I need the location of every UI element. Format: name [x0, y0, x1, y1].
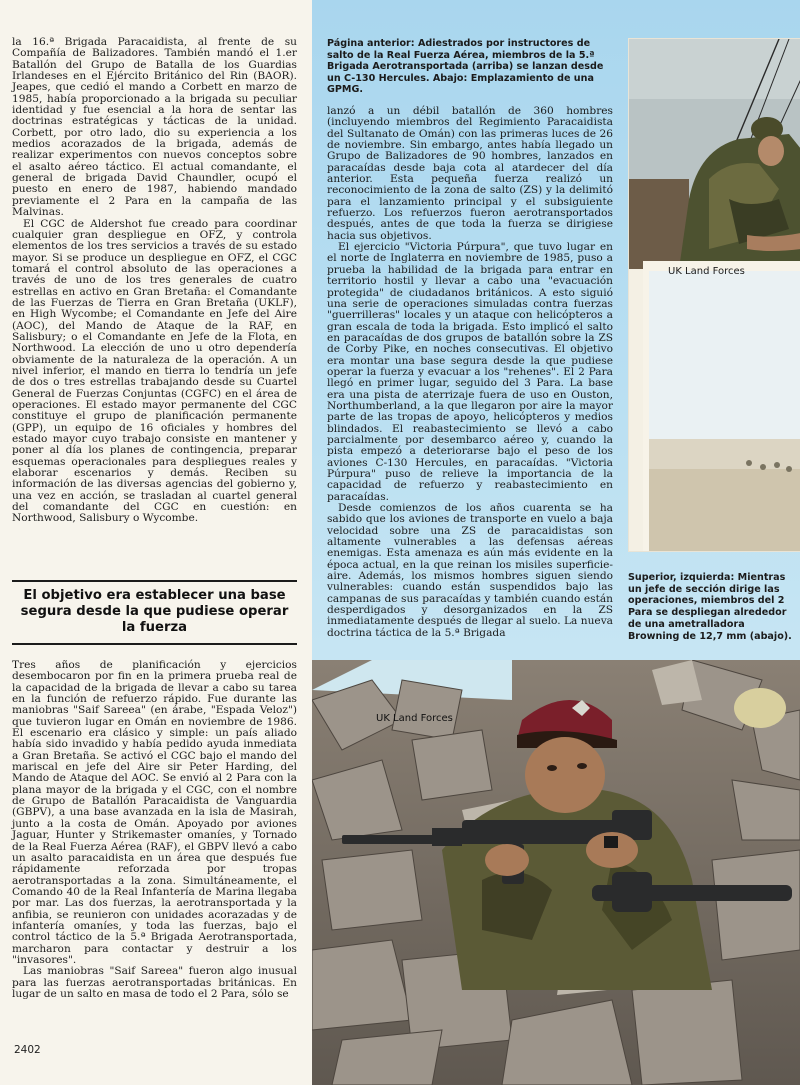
- paragraph: lanzó a un débil batallón de 360 hombres (incluyendo miembros del Regimiento Paracaidista del Sultanato de Omán) con las primeras luces de 26 de noviembre. Sin embargo, antes había llegado un Grupo de Balizadores de 90 hombres, lanzados en paracaídas desde baja cota al atardecer del día anterior. Esta pequeña fuerza realizó un reconocimiento de la zona de salto (ZS) y la delimitó para el lanzamiento principal y el subsiguiente refuerzo. Los refuerzos fueron aerotransportados después, antes de que toda la fuerza se dirigiese hacia sus objetivos.: [327, 105, 613, 242]
- paragraph: El CGC de Aldershot fue creado para coordinar cualquier gran despliegue en OFZ, y controla elementos de los tres servicios a través de su estado mayor. Si se produce un despliegue en OFZ, el CGC tomará el control absoluto de las operaciones a través de uno de los tres generales de cuatro estrellas en activo en Gran Bretaña: el Comandante de las Fuerzas de Tierra en Gran Bretaña (UKLF), en High Wycombe; el Comandante en Jefe del Aire (AOC), del Mando de Ataque de la RAF, en Salisbury; o el Comandante en Jefe de la Flota, en Northwood. La elección de uno u otro dependería obviamente de la naturaleza de la operación. A un nivel inferior, el mando en tierra lo tendría un jefe de dos o tres estrellas trabajando desde su Cuartel General de Fuerzas Conjuntas (CGFC) en el área de operaciones. El estado mayor permanente del CGC constituye el grupo de planificación permanente (GPP), un equipo de 16 oficiales y hombres del estado mayor cuyo trabajo consiste en mantener y poner al día los planes de contingencia, preparar esquemas operacionales para despliegues reales y elaborar escenarios y demás. Reciben su información de las diversas agencias del gobierno y, una vez en acción, se trasladan al cuartel general del comandante del CGC en cuestión: en Northwood, Salisbury o Wycombe.: [12, 217, 297, 525]
- section-heading: El objetivo era establecer una base segura desde la que pudiese operar la fuerza: [20, 588, 289, 635]
- center-column-text: [327, 106, 613, 639]
- left-column-top-text: [12, 37, 297, 525]
- photo-credit-main: UK Land Forces: [376, 713, 453, 724]
- paragraph: Desde comienzos de los años cuarenta se ha sabido que los aviones de transporte en vuelo a baja velocidad sobre una ZS de paracaidistas son altamente vulnerables a las defensas aéreas enemigas. Esta amenaza es aún más evidente en la época actual, en la que reinan los misiles superficie-aire. Además, los mismos hombres siguen siendo vulnerables: cuando están suspendidos bajo las campanas de sus paracaídas y también cuando están desperdigados y desorganizados en la ZS inmediatamente después de llegar al suelo. La nueva doctrina táctica de la 5.ª Brigada: [327, 502, 613, 639]
- left-column: [0, 0, 312, 1085]
- paragraph: El ejercicio "Victoria Púrpura", que tuvo lugar en el norte de Inglaterra en noviembre de 1985, puso a prueba la habilidad de la brigada para entrar en territorio hostil y llevar a cabo una "evacuación protegida" de ciudadanos británicos. A esto siguió una serie de operaciones simuladas contra fuerzas "guerrilleras" locales y un ataque con helicópteros a gran escala de toda la brigada. Esto implicó el salto en paracaídas de dos grupos de batallón sobre la ZS de Corby Pike, en noches consecutivas. El objetivo era montar una base segura desde la que pudiese operar la fuerza y evacuar a los "rehenes". El 2 Para llegó en primer lugar, seguido del 3 Para. La base era una pista de aterrizaje fuera de uso en Ouston, Northumberland, a la que llegaron por aire la mayor parte de las tropas de apoyo, helicópteros y medios blindados. El reabastecimiento se llevó a cabo parcialmente por desembarco aéreo y, cuando la pista empezó a deteriorarse bajo el peso de los aviones C-130 Hercules, en paracaídas. "Victoria Púrpura" puso de relieve la importancia de la capacidad de refuerzo y reabastecimiento en paracaídas.: [327, 241, 613, 503]
- caption-previous-page: Página anterior: Adiestrados por instructores de salto de la Real Fuerza Aérea, miembros de la 5.ª Brigada Aerotransportada (arriba) se lanzan desde un C-130 Hercules. Abajo: Emplazamiento de una GPMG.: [327, 38, 604, 95]
- section-heading-box: [12, 580, 297, 645]
- photo-section-leader-image: [629, 39, 800, 551]
- photo-section-leader: [628, 38, 800, 552]
- paragraph: la 16.ª Brigada Paracaidista, al frente de su Compañía de Balizadores. También mandó el 1.er Batallón del Grupo de Batalla de los Guardias Irlandeses en el Ejército Británico del Rin (BAOR). Jeapes, que cedió el mando a Corbett en marzo de 1985, había proporcionado a la brigada su peculiar identidad y fue esencial a la hora de sentar las doctrinas estratégicas y tácticas de la unidad. Corbett, por otro lado, dio su experiencia a los medios acorazados de la brigada, además de realizar experimentos con nuevos conceptos sobre el asalto aéreo táctico. El actual comandante, el general de brigada David Chaundler, ocupó el puesto en enero de 1987, habiendo mandado previamente el 2 Para en la campaña de las Malvinas.: [12, 36, 297, 219]
- page-number: 2402: [14, 1044, 41, 1056]
- left-column-bottom-text: [12, 660, 297, 1000]
- paragraph: Las maniobras "Saif Sareea" fueron algo inusual para las fuerzas aerotransportadas británicas. En lugar de un salto en masa de todo el 2 Para, sólo se: [12, 965, 297, 1000]
- paragraph: Tres años de planificación y ejercicios desembocaron por fin en la primera prueba real de la capacidad de la brigada de llevar a cabo su tarea en la función de refuerzo rápido. Fue durante las maniobras "Saif Sareea" (en árabe, "Espada Veloz") que tuvieron lugar en Omán en noviembre de 1986. El escenario era clásico y simple: un país aliado había sido invadido y había pedido ayuda inmediata a Gran Bretaña. Se activó el CGC bajo el mando del mariscal en jefe del Aire sir Peter Harding, del Mando de Ataque del AOC. Se envió al 2 Para con la plana mayor de la brigada y el CGC, con el nombre de Grupo de Batallón Paracaidista de Vanguardia (GBPV), a una base avanzada en la isla de Masirah, junto a la costa de Omán. Apoyado por aviones Jaguar, Hunter y Strikemaster omaníes, y Tornado de la Real Fuerza Aérea (RAF), el GBPV llevó a cabo un asalto paracaidista en un área que después fue rápidamente reforzada por tropas aerotransportadas a la zona. Simultáneamente, el Comando 40 de la Real Infantería de Marina llegaba por mar. Las dos fuerzas, la aerotransportada y la anfibia, se reunieron con unidades acorazadas y de infantería omaníes, y toda las fuerzas, bajo el control táctico de la 5.ª Brigada Aerotransportada, marcharon para contactar y destruir a los "invasores".: [12, 659, 297, 966]
- caption-superior: Superior, izquierda: Mientras un jefe de sección dirige las operaciones, miembros del 2 Para se despliegan alrededor de una ametralladora Browning de 12,7 mm (abajo).: [628, 572, 792, 642]
- photo-credit-top: UK Land Forces: [668, 266, 745, 277]
